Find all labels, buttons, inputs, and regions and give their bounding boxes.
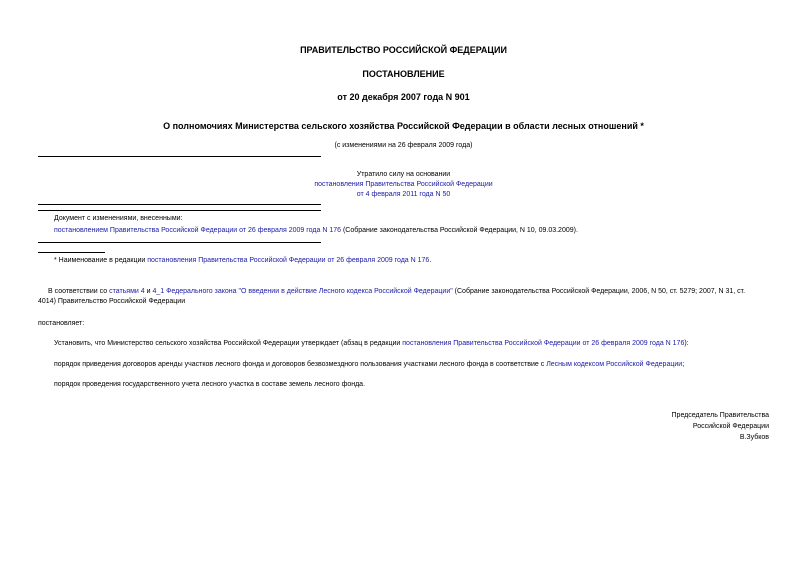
government-heading: ПРАВИТЕЛЬСТВО РОССИЙСКОЙ ФЕДЕРАЦИИ — [300, 45, 507, 55]
repealed-note: Утратило силу на основании — [356, 171, 451, 178]
footnote-separator — [38, 252, 105, 253]
signature-name: В.Зубков — [739, 434, 769, 441]
preamble-text: (Собрание законодательства Российской Федерации, 2006, N 50, ст. 5279; 2007, N 31, ст. — [452, 288, 746, 295]
item-1 — [54, 338, 689, 349]
changes-intro: Документ с изменениями, внесенными: — [54, 215, 183, 222]
footnote — [54, 255, 431, 266]
repealing-decree-link[interactable]: постановления Правительства Российской Федерации — [314, 181, 493, 188]
changes-source: (Собрание законодательства Российской Федерации, N 10, 09.03.2009). — [341, 227, 578, 234]
document-date-number: от 20 декабря 2007 года N 901 — [337, 92, 470, 102]
item-3: порядок проведения государственного учета лесного участка в составе земель лесного фонда. — [54, 381, 366, 388]
separator-line — [38, 204, 321, 205]
document-title: О полномочиях Министерства сельского хозяйства Российской Федерации в области лесных отношений * — [163, 121, 644, 131]
changes-line — [54, 225, 578, 236]
preamble-line2: 4014) Правительство Российской Федерации — [38, 298, 186, 305]
item-1-decree-link[interactable]: постановления Правительства Российской Федерации от 26 февраля 2009 года N 176 — [402, 340, 685, 347]
footnote-decree-link[interactable]: постановления Правительства Российской Федерации от 26 февраля 2009 года N 176 — [147, 257, 430, 264]
separator-line — [38, 242, 321, 243]
amending-decree-link[interactable]: постановлением Правительства Российской Федерации от 26 февраля 2009 года N 176 — [54, 227, 341, 234]
preamble-text: и — [144, 288, 153, 295]
footnote-prefix: * Наименование в редакции — [54, 257, 148, 264]
article-4-link[interactable]: статьями 4 — [109, 288, 145, 295]
signature-title: Председатель Правительства — [671, 412, 769, 419]
decides-text: постановляет: — [38, 320, 85, 327]
item-1-text: Установить, что Министерство сельского хозяйства Российской Федерации утверждает (абзац в редакции — [54, 340, 403, 347]
federal-law-link[interactable]: 4_1 Федерального закона "О введении в действие Лесного кодекса Российской Федерации" — [152, 288, 453, 295]
item-2-end: ; — [682, 361, 685, 368]
item-2-text: порядок приведения договоров аренды участков лесного фонда и договоров безвозмездного пользования участками лесного фонда в соответствие с — [54, 361, 547, 368]
amendment-note: (с изменениями на 26 февраля 2009 года) — [334, 142, 473, 149]
footnote-suffix: . — [429, 257, 432, 264]
separator-line — [38, 156, 321, 157]
repealing-decree-date-link[interactable]: от 4 февраля 2011 года N 50 — [356, 191, 451, 198]
repealed-link-line2 — [0, 189, 807, 200]
item-1-end: ): — [684, 340, 689, 347]
signature-org: Российской Федерации — [692, 423, 769, 430]
separator-line — [38, 210, 321, 211]
preamble-text: В соответствии со — [48, 288, 110, 295]
document-type: ПОСТАНОВЛЕНИЕ — [362, 69, 445, 79]
forest-code-link[interactable]: Лесным кодексом Российской Федерации — [546, 361, 683, 368]
item-2 — [54, 359, 684, 370]
